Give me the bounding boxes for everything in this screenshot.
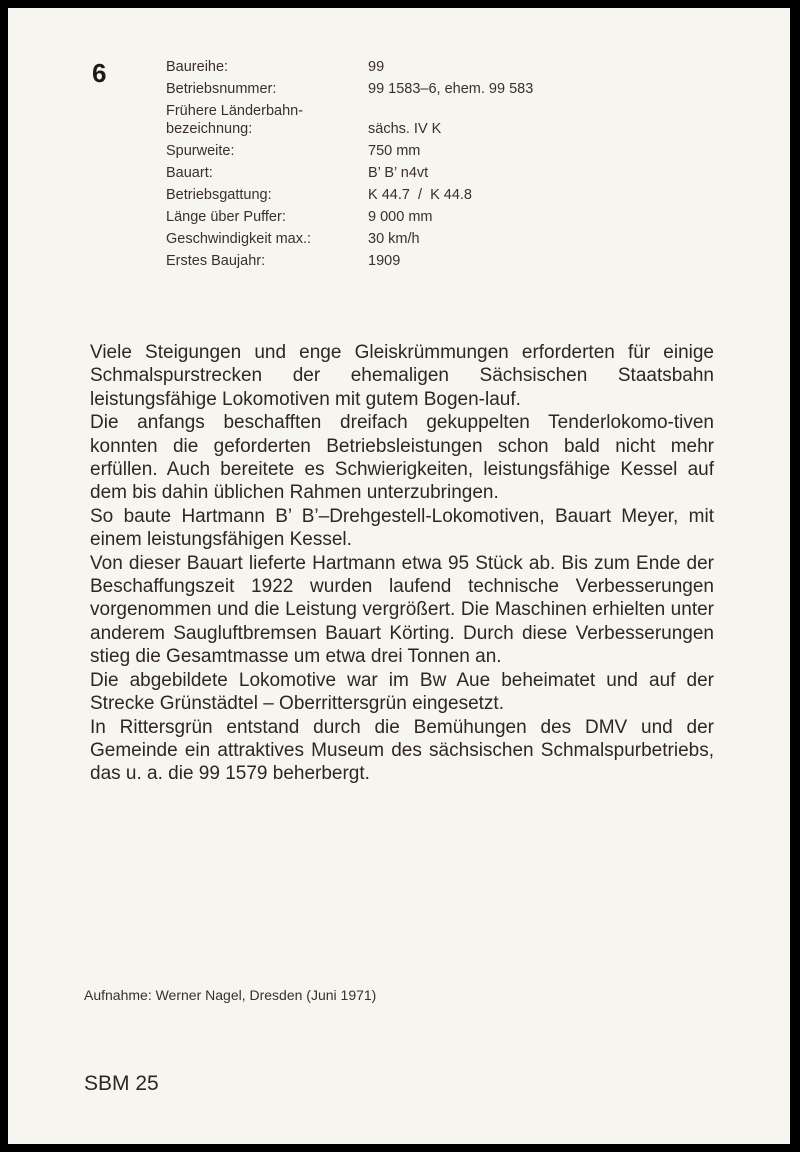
spec-label: Betriebsnummer: <box>166 81 277 97</box>
spec-row <box>166 142 726 160</box>
spec-value: 1909 <box>368 253 401 269</box>
spec-value: 99 1583–6, ehem. 99 583 <box>368 81 534 97</box>
spec-row <box>166 186 726 204</box>
spec-value: 9 000 mm <box>368 209 433 225</box>
spec-label: Betriebsgattung: <box>166 187 272 203</box>
spec-label: Baureihe: <box>166 59 229 75</box>
spec-row <box>166 208 726 226</box>
spec-label: Länge über Puffer: <box>166 209 286 225</box>
paragraph: In Rittersgrün entstand durch die Bemühungen des DMV und der Gemeinde ein attraktives Museum des sächsischen Schmalspurbetriebs, das u. a. die 99 1579 beherbergt. <box>90 716 714 785</box>
spec-row <box>166 102 726 138</box>
description-text <box>90 341 714 786</box>
spec-row <box>166 58 726 76</box>
spec-value: sächs. IV K <box>368 121 442 137</box>
paragraph: So baute Hartmann B’ B’–Drehgestell-Lokomotiven, Bauart Meyer, mit einem leistungsfähigen Kessel. <box>90 505 714 551</box>
spec-value: B’ B’ n4vt <box>368 165 429 181</box>
spec-label: Spurweite: <box>166 143 235 159</box>
specification-table <box>166 58 726 274</box>
paragraph: Von dieser Bauart lieferte Hartmann etwa 95 Stück ab. Bis zum Ende der Beschaffungszeit 1922 wurden laufend technische Verbesserungen vorgenommen und die Leistung vergrößert. Die Maschinen erhielten unter anderem Saugluftbremsen Bauart Körting. Durch diese Verbesserungen stieg die Gesamtmasse um etwa drei Tonnen an. <box>90 552 714 668</box>
spec-value: 99 <box>368 59 385 75</box>
paragraph: Die anfangs beschafften dreifach gekuppelten Tenderlokomo-tiven konnten die geforderten Betriebsleistungen schon bald nicht mehr erfüllen. Auch bereitete es Schwierigkeiten, leistungsfähige Kessel auf dem bis dahin üblichen Rahmen unterzubringen. <box>90 412 714 504</box>
spec-value: K 44.7 / K 44.8 <box>368 187 472 203</box>
spec-row <box>166 252 726 270</box>
spec-value: 750 mm <box>368 143 421 159</box>
spec-label: Erstes Baujahr: <box>166 253 266 269</box>
spec-row <box>166 80 726 98</box>
photo-credit: Aufnahme: Werner Nagel, Dresden (Juni 1971) <box>84 987 377 1003</box>
series-label: SBM 25 <box>84 1072 159 1095</box>
spec-value: 30 km/h <box>368 231 420 247</box>
spec-label: Geschwindigkeit max.: <box>166 231 312 247</box>
paragraph: Die abgebildete Lokomotive war im Bw Aue beheimatet und auf der Strecke Grünstädtel – Oberrittersgrün eingesetzt. <box>90 669 714 715</box>
spec-label: Bauart: <box>166 165 213 181</box>
postcard-back <box>8 8 790 1144</box>
spec-row <box>166 164 726 182</box>
spec-row <box>166 230 726 248</box>
card-number: 6 <box>92 58 107 88</box>
paragraph: Viele Steigungen und enge Gleiskrümmungen erforderten für einige Schmalspurstrecken der ehemaligen Sächsischen Staatsbahn leistungsfähige Lokomotiven mit gutem Bogen-lauf. <box>90 342 714 410</box>
spec-label: Frühere Länderbahn- bezeichnung: <box>166 103 304 137</box>
